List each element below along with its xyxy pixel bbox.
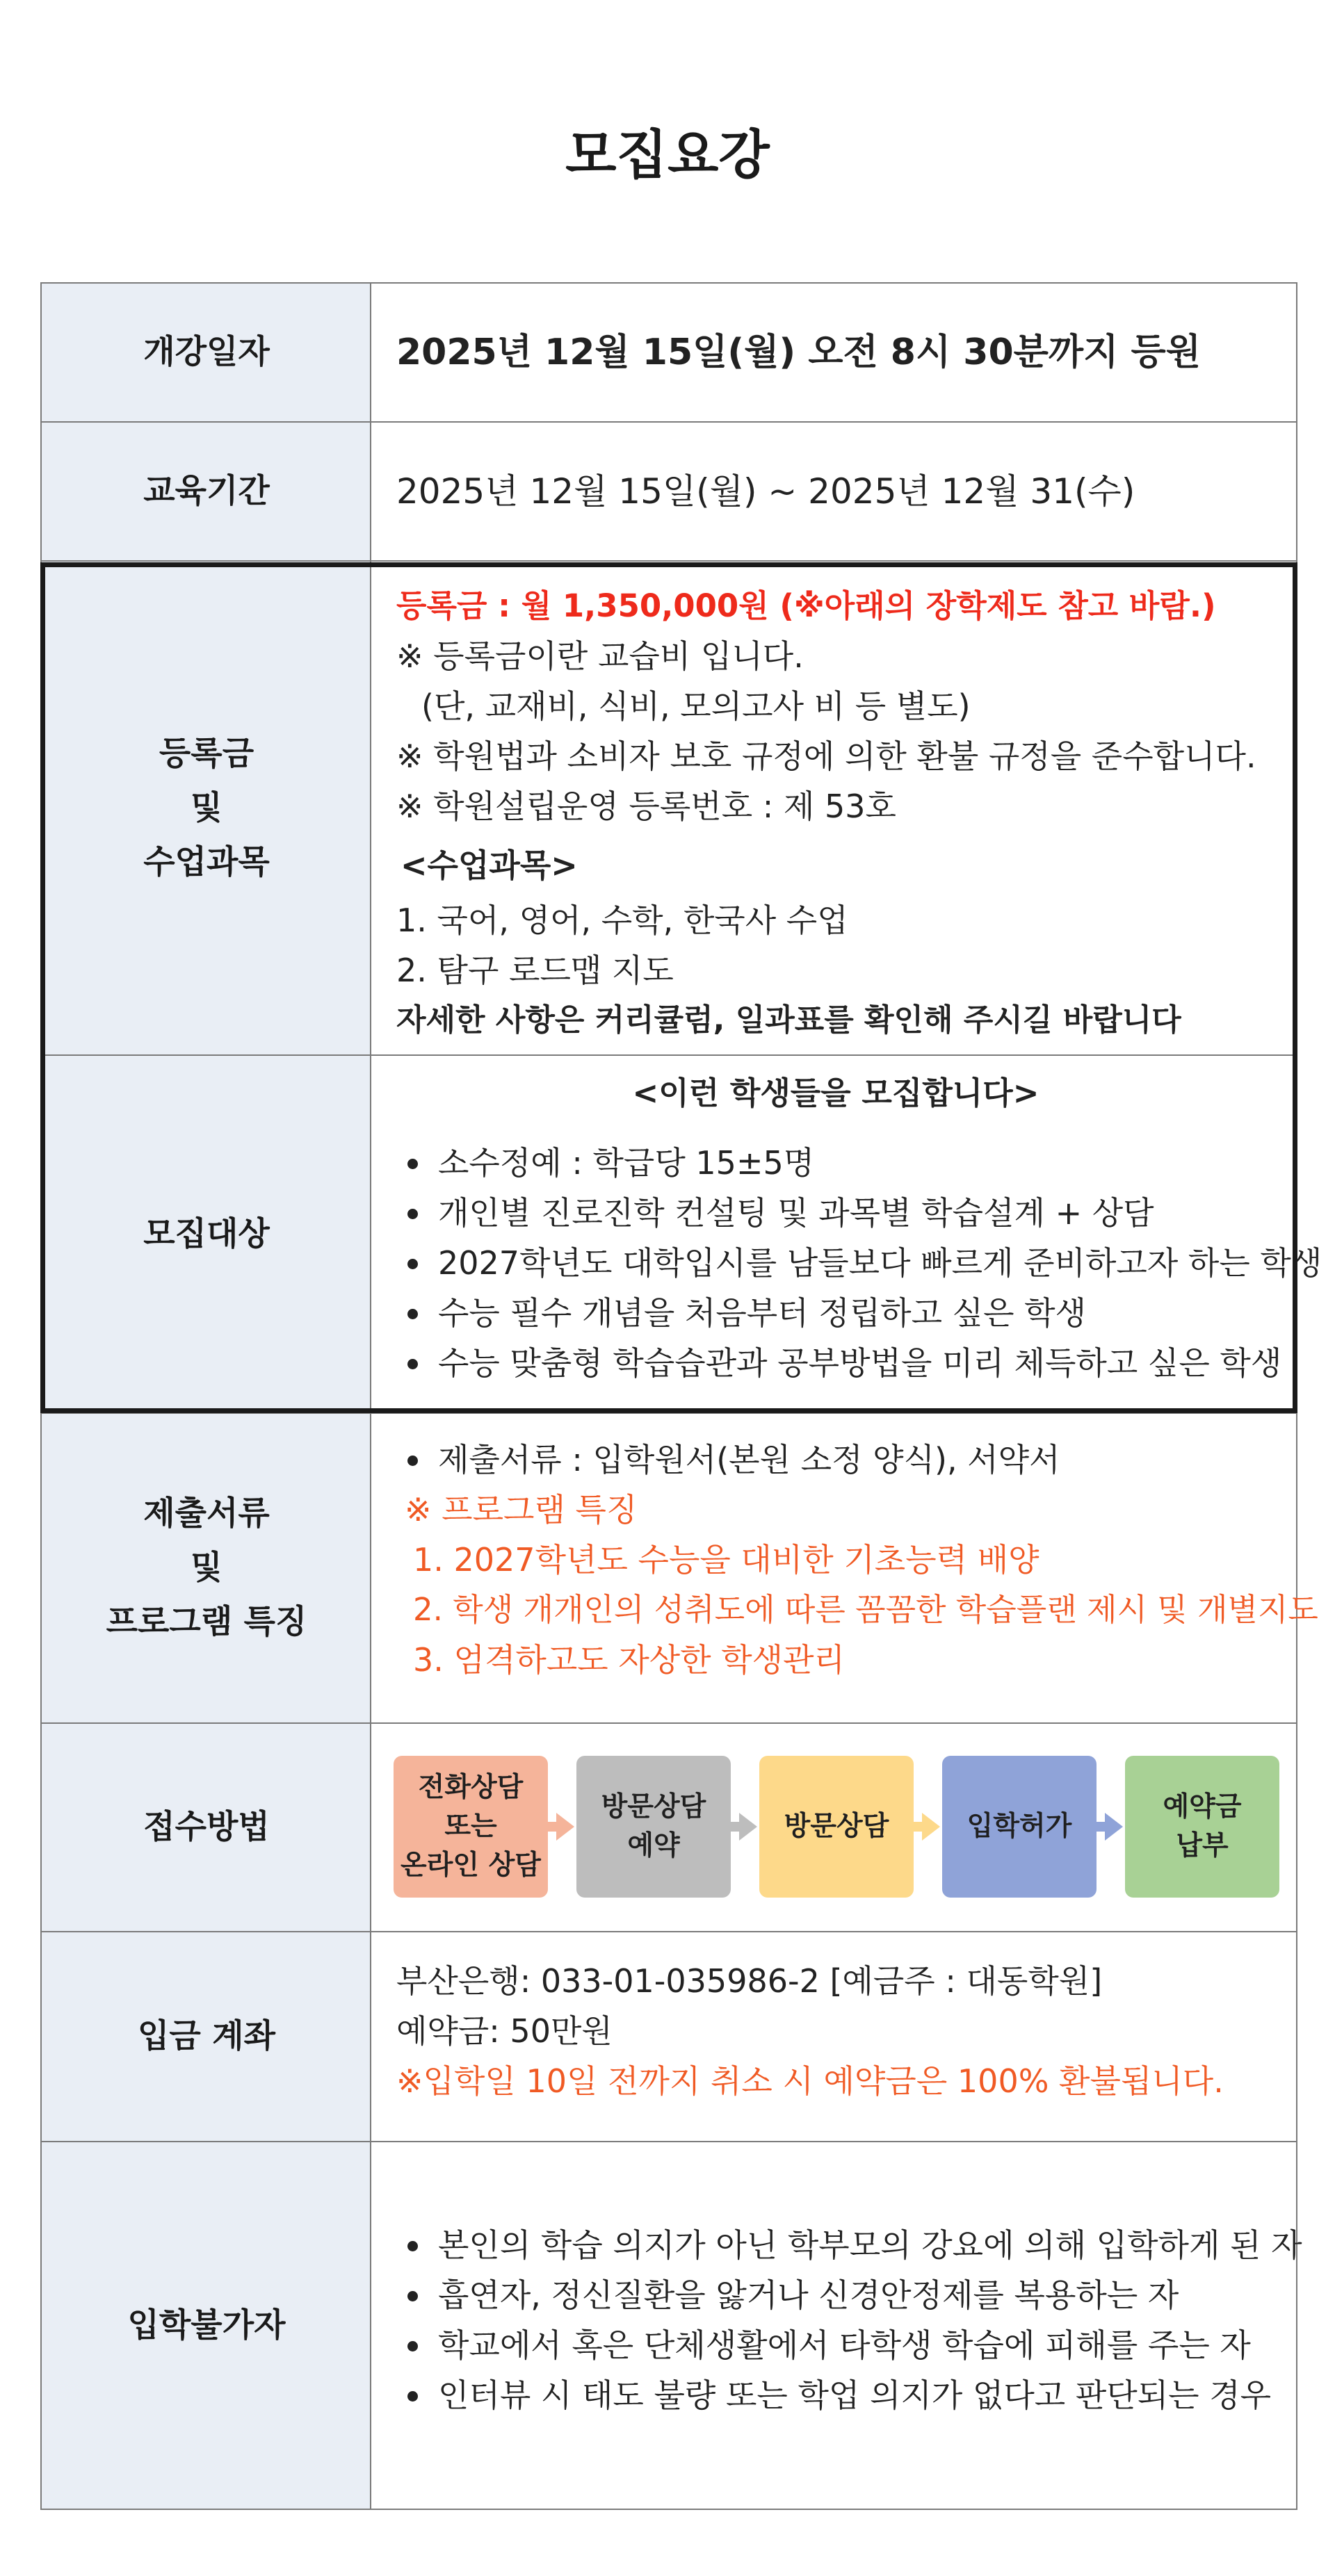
label-target [42, 1056, 371, 1412]
label-docs [42, 1414, 371, 1722]
target-item: 수능 맞춤형 학습습관과 공부방법을 미리 체득하고 싶은 학생 [438, 1342, 1281, 1384]
page-title: 모집요강 [565, 124, 770, 186]
flow-step-admission [942, 1756, 1097, 1898]
fee-footer: 자세한 사항은 커리큘럼, 일과표를 확인해 주시길 바랍니다 [396, 1002, 1181, 1038]
arrow-right-icon [739, 1813, 757, 1841]
account-bank: 부산은행: 033-01-035986-2 [예금주 : 대동학원] [396, 1962, 1103, 2000]
target-item: 2027학년도 대학입시를 남들보다 빠르게 준비하고자 하는 학생 [438, 1242, 1322, 1284]
label-line: 제출서류 [143, 1494, 270, 1533]
program-title: ※ 프로그램 특징 [405, 1491, 638, 1529]
label-text: 입학불가자 [127, 2306, 286, 2345]
label-line: 등록금 [159, 734, 254, 773]
flow-step-consult [394, 1756, 548, 1898]
label-text: 모집대상 [143, 1214, 270, 1253]
program-item: 3. 엄격하고도 자상한 학생관리 [413, 1641, 845, 1679]
target-heading: <이런 학생들을 모집합니다> [632, 1075, 1039, 1111]
period-cell [396, 423, 1275, 560]
fee-note: ※ 등록금이란 교습비 입니다. [396, 637, 804, 675]
reject-cell [396, 2142, 1302, 2509]
account-deposit: 예약금: 50만원 [396, 2012, 613, 2050]
flow-step-label: 예약 [627, 1830, 680, 1861]
fee-cell [396, 562, 1275, 1054]
label-fee [42, 562, 371, 1054]
start-date-value: 2025년 12월 15일(월) 오전 8시 30분까지 등원 [396, 332, 1201, 373]
flow-step-visit [759, 1756, 914, 1898]
target-item: 수능 필수 개념을 처음부터 정립하고 싶은 학생 [438, 1292, 1086, 1334]
label-start-date [42, 284, 371, 421]
arrow-right-icon [556, 1813, 574, 1841]
label-apply [42, 1724, 371, 1931]
account-cell [396, 1932, 1275, 2141]
subject-item: 1. 국어, 영어, 수학, 한국사 수업 [396, 902, 848, 939]
program-item: 1. 2027학년도 수능을 대비한 기초능력 배양 [413, 1541, 1039, 1579]
target-item: 소수정예 : 학급당 15±5명 [438, 1142, 814, 1184]
docs-item: 제출서류 : 입학원서(본원 소정 양식), 서약서 [438, 1439, 1060, 1481]
arrow-right-icon [922, 1813, 940, 1841]
docs-cell [396, 1414, 1318, 1722]
label-text: 접수방법 [143, 1808, 270, 1846]
period-value: 2025년 12월 15일(월) ~ 2025년 12월 31(수) [396, 471, 1135, 512]
start-date-cell [396, 284, 1275, 421]
reject-item: 흡연자, 정신질환을 앓거나 신경안정제를 복용하는 자 [438, 2274, 1179, 2316]
label-line: 및 [191, 1549, 222, 1587]
flow-step-label: 납부 [1176, 1830, 1229, 1861]
fee-note: ※ 학원설립운영 등록번호 : 제 53호 [396, 788, 896, 825]
flow-step-deposit [1125, 1756, 1279, 1898]
label-text: 교육기간 [143, 472, 270, 510]
flow-step-label: 예약금 [1163, 1791, 1242, 1823]
label-text: 개강일자 [143, 333, 270, 371]
apply-cell [373, 1724, 1296, 1931]
reject-item: 학교에서 혹은 단체생활에서 타학생 학습에 피해를 주는 자 [438, 2324, 1251, 2366]
label-account [42, 1932, 371, 2141]
reject-item: 인터뷰 시 태도 불량 또는 학업 의지가 없다고 판단되는 경우 [438, 2374, 1271, 2416]
label-text: 입금 계좌 [138, 2017, 275, 2055]
fee-amount: 등록금 : 월 1,350,000원 (※아래의 장학제도 참고 바람.) [396, 587, 1216, 624]
arrow-right-icon [1105, 1813, 1123, 1841]
flow-step-label: 입학허가 [966, 1811, 1072, 1842]
flow-step-visit-reservation [576, 1756, 731, 1898]
fee-note: ※ 학원법과 소비자 보호 규정에 의한 환불 규정을 준수합니다. [396, 737, 1256, 775]
reject-item: 본인의 학습 의지가 아닌 학부모의 강요에 의해 입학하게 된 자 [438, 2224, 1302, 2266]
flow-step-label: 전화상담 [418, 1772, 524, 1803]
label-line: 프로그램 특징 [106, 1603, 307, 1641]
target-cell [396, 1056, 1322, 1412]
label-line: 수업과목 [143, 842, 270, 881]
account-refund: ※입학일 10일 전까지 취소 시 예약금은 100% 환불됩니다. [396, 2062, 1224, 2100]
flow-step-label: 또는 [444, 1811, 497, 1842]
program-item: 2. 학생 개개인의 성취도에 따른 꼼꼼한 학습플랜 제시 및 개별지도 [413, 1591, 1318, 1628]
flow-step-label: 방문상담 [784, 1811, 889, 1842]
target-item: 개인별 진로진학 컨설팅 및 과목별 학습설계 + 상담 [438, 1192, 1154, 1234]
flow-step-label: 방문상담 [601, 1791, 706, 1823]
recruitment-table [40, 282, 1322, 2510]
label-period [42, 423, 371, 560]
label-reject [42, 2142, 371, 2509]
fee-note: (단, 교재비, 식비, 모의고사 비 등 별도) [421, 687, 971, 725]
subjects-title: <수업과목> [400, 847, 578, 884]
flow-step-label: 온라인 상담 [400, 1850, 541, 1881]
label-line: 및 [191, 788, 222, 827]
subject-item: 2. 탐구 로드맵 지도 [396, 952, 674, 989]
